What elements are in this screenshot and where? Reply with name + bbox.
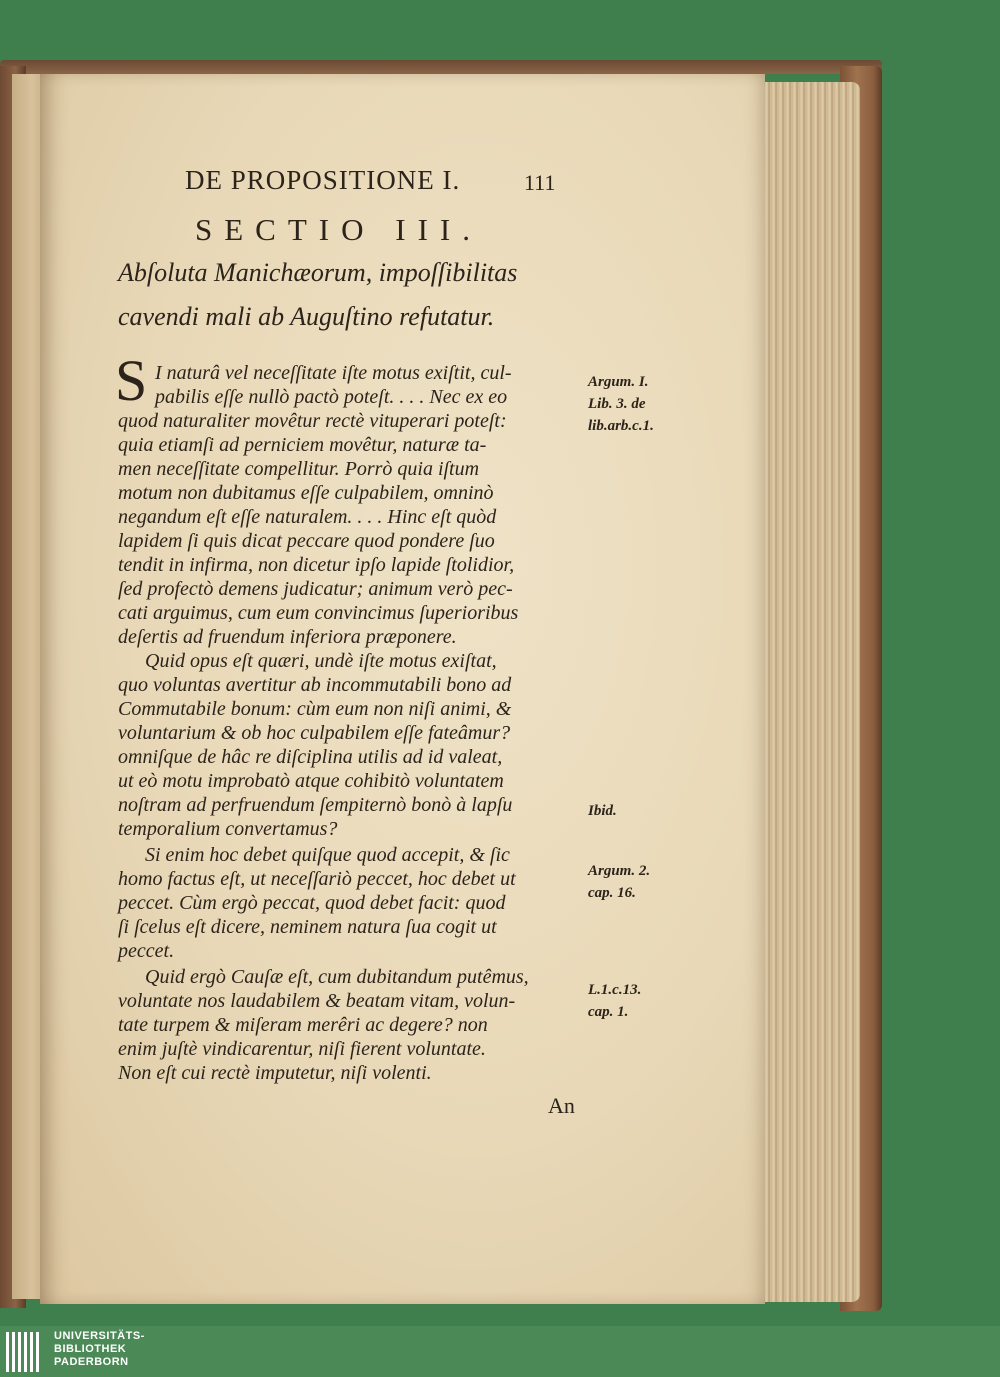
footer-bar <box>0 1326 1000 1377</box>
text-line: pabilis eſſe nullò pactò poteſt. . . . Nec ex eo <box>155 386 508 408</box>
catchword: An <box>548 1093 575 1118</box>
text-line: cati arguimus, cum eum convincimus ſuperioribus <box>118 602 519 624</box>
text-line: Non eſt cui rectè imputetur, niſi volenti. <box>118 1062 432 1084</box>
text-line: ut eò motu improbatò atque cohibitò voluntatem <box>118 770 504 792</box>
book-cover-top <box>0 60 882 74</box>
margin-note: Argum. I. <box>588 374 649 390</box>
text-line: negandum eſt eſſe naturalem. . . . Hinc eſt quòd <box>118 506 497 528</box>
text-line: motum non dubitamus eſſe culpabilem, omninò <box>118 482 494 504</box>
text-line: Si enim hoc debet quiſque quod accepit, & ſic <box>145 844 510 866</box>
text-line: noſtram ad perfruendum ſempiternò bonò à lapſu <box>118 794 513 816</box>
text-line: quo voluntas avertitur ab incommutabili bono ad <box>118 674 512 696</box>
footer-line: PADERBORN <box>54 1356 129 1368</box>
text-line: tendit in infirma, non dicetur ipſo lapide ſtolidior, <box>118 554 515 576</box>
text-line: omniſque de hâc re diſciplina utilis ad id valeat, <box>118 746 503 768</box>
margin-note: Ibid. <box>588 803 617 819</box>
margin-note: cap. 16. <box>588 885 636 901</box>
text-line: quod naturaliter movêtur rectè vituperari poteſt: <box>118 410 507 432</box>
text-line: tate turpem & miſeram merêri ac degere? non <box>118 1014 488 1036</box>
subtitle-line: Abſoluta Manichæorum, impoſſibilitas <box>118 258 518 287</box>
text-line: Quid opus eſt quæri, undè iſte motus exiſtat, <box>145 650 497 672</box>
text-line: peccet. <box>118 940 175 962</box>
text-line: homo factus eſt, ut neceſſariò peccet, hoc debet ut <box>118 868 516 890</box>
text-line: enim juſtè vindicarentur, niſi fierent voluntate. <box>118 1038 486 1060</box>
text-line: Commutabile bonum: cùm eum non niſi animi, & <box>118 698 512 720</box>
text-line: temporalium convertamus? <box>118 818 338 840</box>
margin-note: L.1.c.13. <box>588 982 642 998</box>
library-logo-icon <box>6 1332 44 1372</box>
text-line: men neceſſitate compellitur. Porrò quia iſtum <box>118 458 480 480</box>
section-title: SECTIO III. <box>195 212 482 247</box>
running-header: DE PROPOSITIONE I. <box>185 165 461 195</box>
page-stack-edges <box>750 82 860 1302</box>
text-line: lapidem ſi quis dicat peccare quod pondere ſuo <box>118 530 495 552</box>
footer-line: BIBLIOTHEK <box>54 1343 127 1355</box>
page-number: 111 <box>524 170 556 195</box>
text-line: ſed profectò demens judicatur; animum verò pec- <box>118 578 513 600</box>
subtitle-line: cavendi mali ab Auguſtino refutatur. <box>118 302 495 331</box>
text-line: peccet. Cùm ergò peccat, quod debet facit: quod <box>118 892 506 914</box>
text-line: voluntate nos laudabilem & beatam vitam, volun- <box>118 990 516 1012</box>
margin-note: lib.arb.c.1. <box>588 418 654 434</box>
text-line: Quid ergò Cauſæ eſt, cum dubitandum putêmus, <box>145 966 529 988</box>
text-line: deſertis ad fruendum inferiora præponere. <box>118 626 457 648</box>
drop-capital: S <box>115 348 148 413</box>
text-line: ſi ſcelus eſt dicere, neminem natura ſua cogit ut <box>118 916 497 938</box>
footer-line: UNIVERSITÄTS- <box>54 1330 145 1342</box>
margin-note: cap. 1. <box>588 1004 629 1020</box>
margin-note: Argum. 2. <box>588 863 651 879</box>
text-line: voluntarium & ob hoc culpabilem eſſe fateâmur? <box>118 722 511 744</box>
text-line: quia etiamſi ad perniciem movêtur, naturæ ta- <box>118 434 487 456</box>
margin-note: Lib. 3. de <box>588 396 646 412</box>
text-line: I naturâ vel neceſſitate iſte motus exiſtit, cul- <box>155 362 512 384</box>
